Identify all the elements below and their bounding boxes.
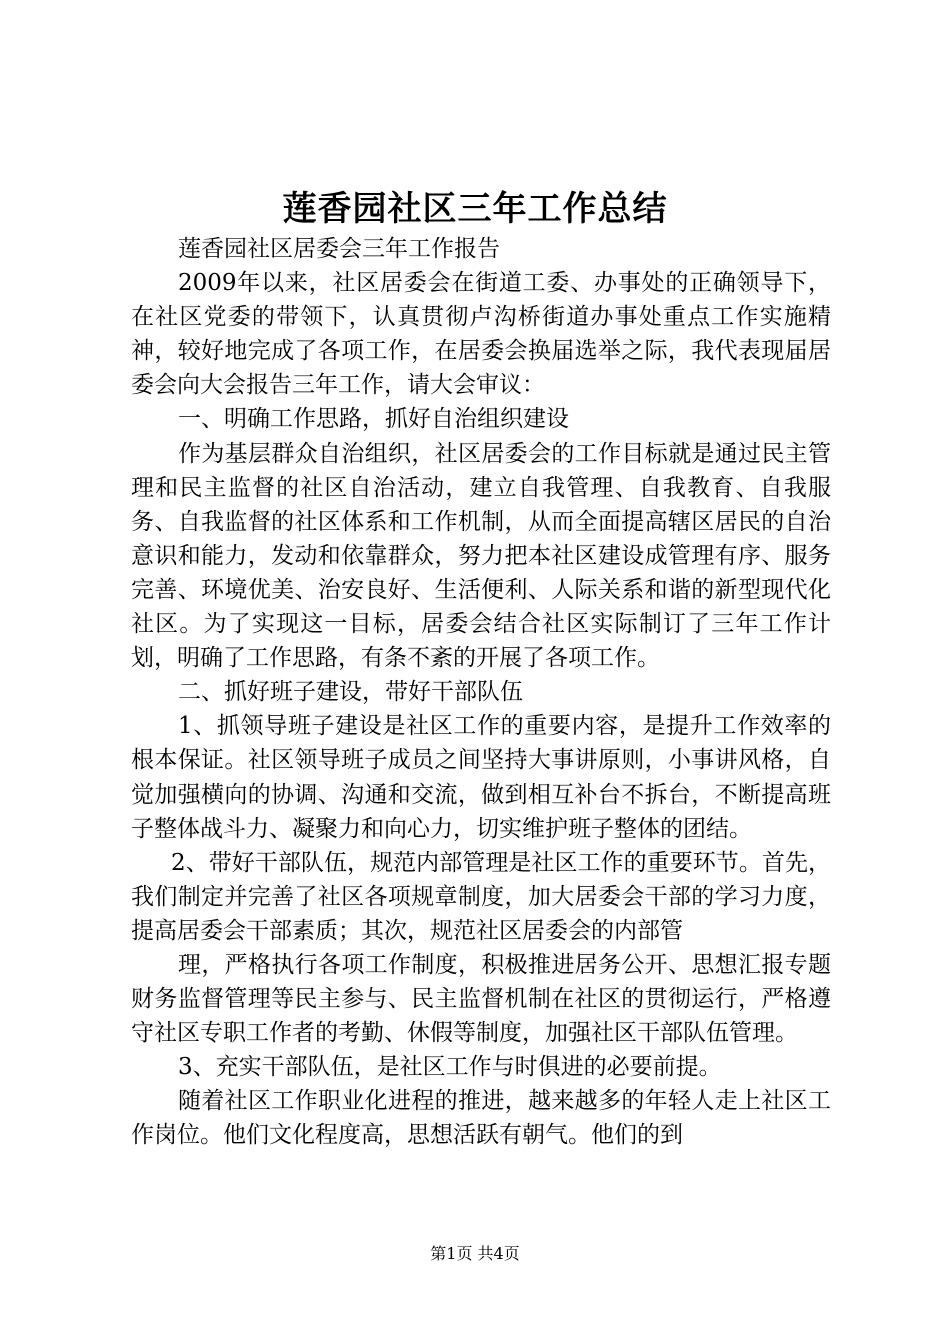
paragraph-subtitle: 莲香园社区居委会三年工作报告	[178, 236, 500, 262]
section-heading-2: 二、抓好班子建设，带好干部队伍	[178, 679, 523, 706]
paragraph-section-1: 作为基层群众自治组织，社区居委会的工作目标就是通过民主管理和民主监督的社区自治活动，建立自我管理、自我教育、自我服务、自我监督的社区体系和工作机制，从而全面提高辖区居民的自治意识和能力，发动和依靠群众，努力把本社区建设成管理有序、服务完善、环境优美、治安良好、生活便利、人际关系和谐的新型现代化社区。为了实现这一目标，居委会结合社区实际制订了三年工作计划，明确了工作思路，有条不紊的开展了各项工作。	[131, 440, 831, 672]
document-title: 莲香园社区三年工作总结	[282, 189, 668, 229]
paragraph-item-2-continued: 理，严格执行各项工作制度，积极推进居务公开、思想汇报专题财务监督管理等民主参与、民主监督机制在社区的贯彻运行，严格遵守社区专职工作者的考勤、休假等制度，加强社区干部队伍管理。	[131, 951, 831, 1047]
page-footer: 第1页 共4页	[430, 1244, 520, 1263]
section-heading-1: 一、明确工作思路，抓好自治组织建设	[178, 406, 569, 433]
document-body	[131, 232, 831, 1153]
paragraph-intro: 2009年以来，社区居委会在街道工委、办事处的正确领导下，在社区党委的带领下，认真贯彻卢沟桥街道办事处重点工作实施精神，较好地完成了各项工作，在居委会换届选举之际，我代表现届居委会向大会报告三年工作，请大会审议：	[131, 270, 831, 399]
paragraph-item-2: 2、带好干部队伍，规范内部管理是社区工作的重要环节。首先，我们制定并完善了社区各项规章制度，加大居委会干部的学习力度，提高居委会干部素质；其次，规范社区居委会的内部管	[131, 849, 831, 944]
paragraph-item-3: 3、充实干部队伍，是社区工作与时俱进的必要前提。	[178, 1054, 722, 1081]
paragraph-item-3-body: 随着社区工作职业化进程的推进，越来越多的年轻人走上社区工作岗位。他们文化程度高，思想活跃有朝气。他们的到	[131, 1088, 831, 1149]
paragraph-item-1: 1、抓领导班子建设是社区工作的重要内容，是提升工作效率的根本保证。社区领导班子成员之间坚持大事讲原则，小事讲风格，自觉加强横向的协调、沟通和交流，做到相互补台不拆台，不断提高班子整体战斗力、凝聚力和向心力，切实维护班子整体的团结。	[131, 713, 831, 842]
